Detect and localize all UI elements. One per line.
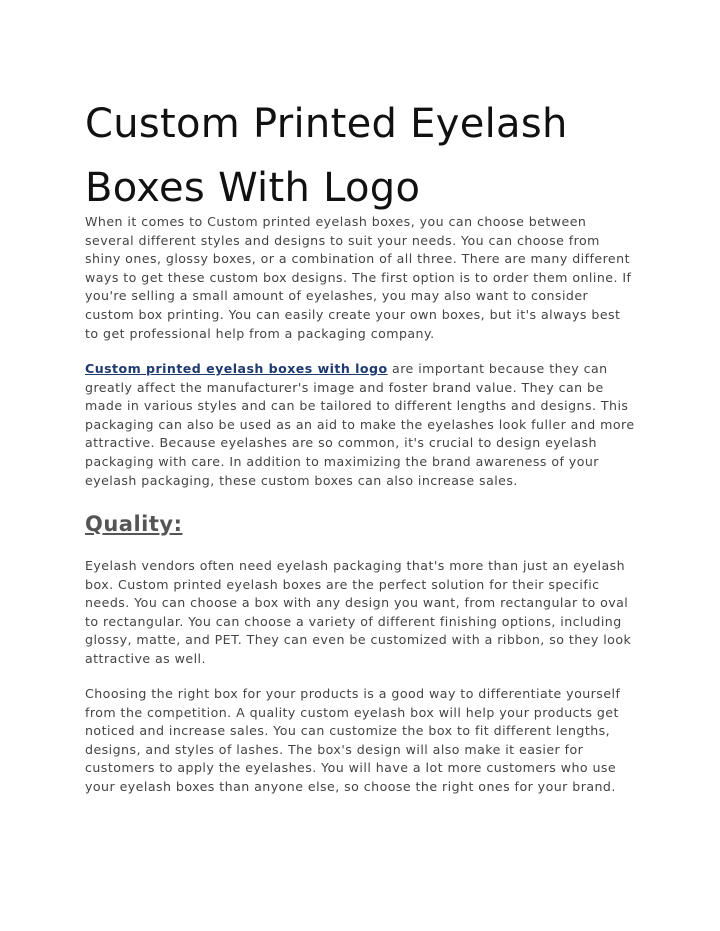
quality-heading: Quality: bbox=[85, 512, 183, 536]
quality-paragraph: Eyelash vendors often need eyelash packaging that's more than just an eyelash box. Custom printed eyelash boxes are the perfect solution for their specific needs. You can choose a box with any design you want, from rectangular to oval to rectangular. You can choose a variety of different finishing options, including glossy, matte, and PET. They can even be customized with a ribbon, so they look attractive as well. bbox=[85, 558, 632, 666]
intro-paragraph: When it comes to Custom printed eyelash boxes, you can choose between several different styles and designs to suit your needs. You can choose from shiny ones, glossy boxes, or a combination of all three. There are many different ways to get these custom box designs. The first option is to order them online. If you're selling a small amount of eyelashes, you may also want to consider custom box printing. You can easily create your own boxes, but it's always best to get professional help from a packaging company. bbox=[85, 214, 632, 341]
logo-boxes-paragraph bbox=[85, 360, 637, 490]
eyelash-boxes-link[interactable]: Custom printed eyelash boxes with logo bbox=[85, 361, 388, 376]
logo-boxes-paragraph-text: are important because they can greatly affect the manufacturer's image and foster brand value. They can be made in various styles and can be tailored to different lengths and designs. This packaging can also be used as an aid to make the eyelashes look fuller and more attractive. Because eyelashes are so common, it's crucial to design eyelash packaging with care. In addition to maximizing the brand awareness of your eyelash packaging, these custom boxes can also increase sales. bbox=[85, 361, 635, 488]
page-title: Custom Printed Eyelash Boxes With Logo bbox=[85, 101, 568, 211]
choosing-box-paragraph: Choosing the right box for your products is a good way to differentiate yourself from the competition. A quality custom eyelash box will help your products get noticed and increase sales. You can customize the box to fit different lengths, designs, and styles of lashes. The box's design will also make it easier for customers to apply the eyelashes. You will have a lot more customers who use your eyelash boxes than anyone else, so choose the right ones for your brand. bbox=[85, 686, 621, 794]
